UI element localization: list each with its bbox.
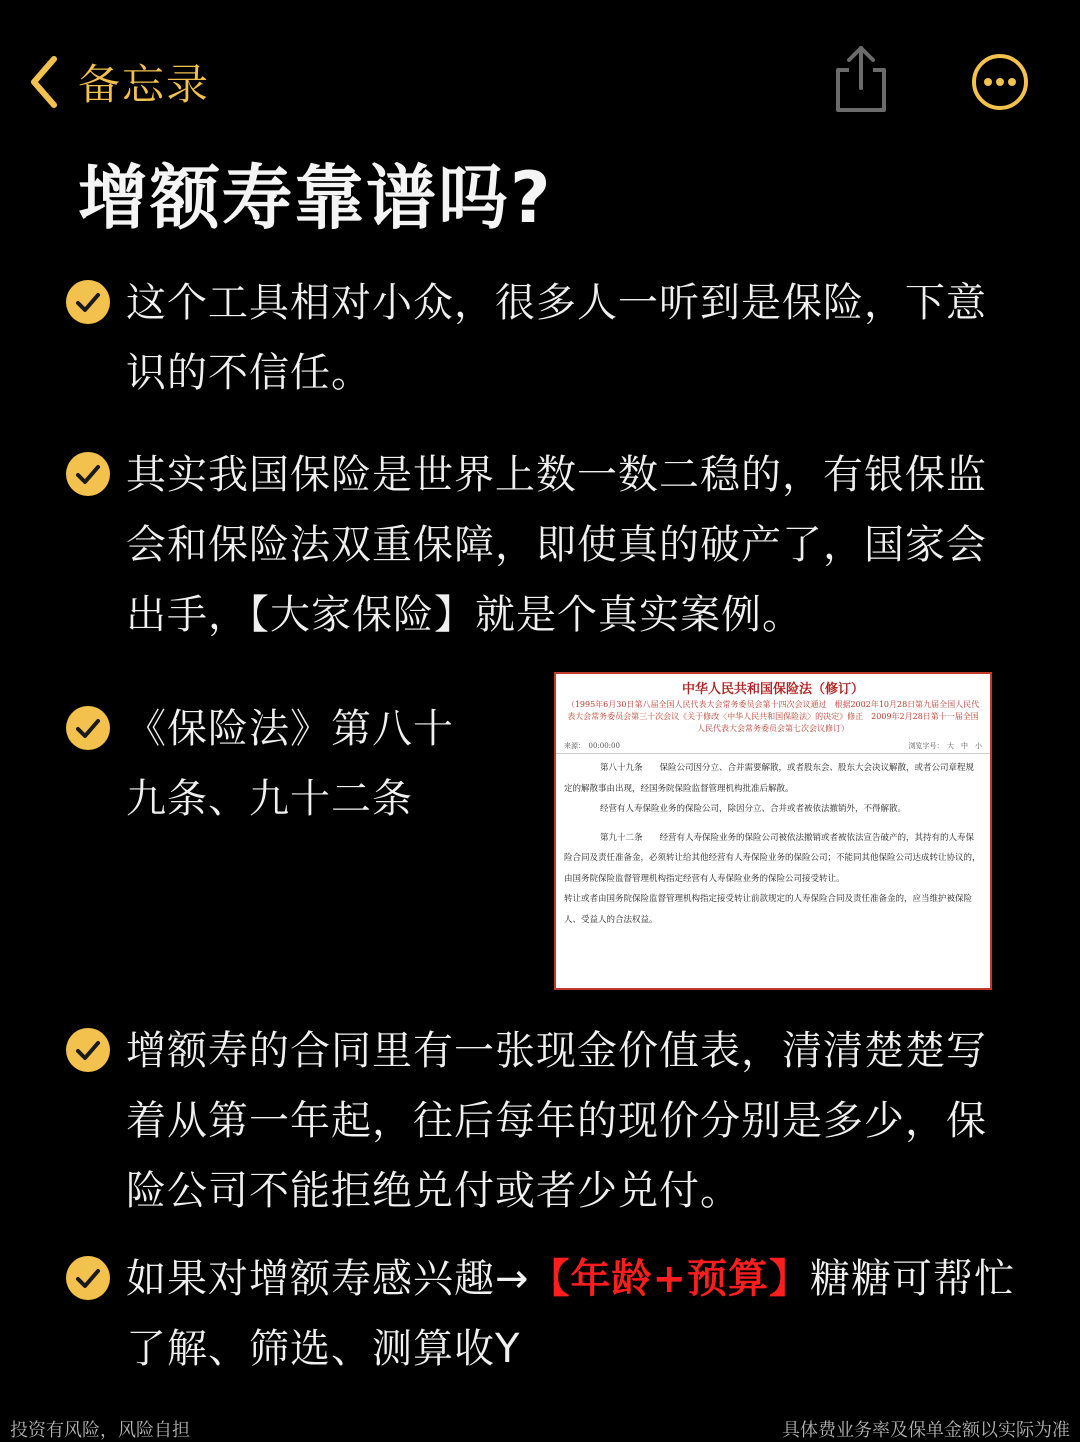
navigation-bar — [0, 0, 1080, 160]
item-text: 其实我国保险是世界上数一数二稳的，有银保监会和保险法双重保障，即使真的破产了，国家会出手，【大家保险】就是个真实案例。 — [126, 452, 987, 638]
list-item — [64, 694, 476, 834]
law-paragraph: 第八十九条 保险公司因分立、合并需要解散，或者股东会、股东大会决议解散，或者公司章程规定的解散事由出现，经国务院保险监督管理机构批准后解散。 — [564, 763, 975, 794]
item-text — [126, 1244, 1026, 1384]
law-body — [556, 754, 990, 934]
list-item — [64, 268, 1006, 408]
check-circle-icon — [64, 1026, 112, 1074]
share-icon — [832, 42, 890, 114]
chevron-left-icon — [28, 55, 60, 109]
item-text-before: 如果对增额寿感兴趣→ — [126, 1256, 530, 1302]
law-meta-source: 来源： 00:00:00 — [564, 742, 620, 750]
highlight-text: 【年龄+预算】 — [529, 1256, 811, 1302]
note-title: 增额寿靠谱吗? — [78, 157, 553, 239]
rate-disclaimer: 具体费业务率及保单金额以实际为准 — [782, 1420, 1070, 1441]
law-paragraph: 经营有人寿保险业务的保险公司，除因分立、合并或者被依法撤销外，不得解散。 — [600, 804, 907, 814]
list-item — [64, 440, 1006, 650]
back-button[interactable] — [28, 52, 210, 112]
law-meta — [556, 735, 990, 754]
more-icon — [970, 52, 1030, 112]
law-title: 中华人民共和国保险法（修订） — [681, 682, 864, 697]
back-label: 备忘录 — [78, 60, 211, 109]
check-circle-icon — [64, 278, 112, 326]
insurance-law-screenshot — [554, 672, 992, 990]
law-meta-fontsize: 浏览字号： 大 中 小 — [908, 742, 982, 750]
share-button[interactable] — [832, 42, 890, 114]
item-text: 《保险法》第八十九条、九十二条 — [126, 706, 454, 822]
law-paragraph: 转让或者由国务院保险监督管理机构指定接受转让前款规定的人寿保险合同及责任准备金的，应当维护被保险人、受益人的合法权益。 — [564, 894, 973, 925]
check-circle-icon — [64, 1254, 112, 1302]
item-text: 增额寿的合同里有一张现金价值表，清清楚楚写着从第一年起，往后每年的现价分别是多少，保险公司不能拒绝兑付或者少兑付。 — [126, 1028, 987, 1214]
list-item — [64, 1244, 1026, 1384]
list-item — [64, 1016, 1006, 1226]
more-button[interactable] — [970, 52, 1030, 112]
check-circle-icon — [64, 450, 112, 498]
item-text-after: 糖糖可帮忙了解、筛选、测算收Y — [126, 1256, 1016, 1372]
law-subtitle: （1995年6月30日第八届全国人民代表大会常务委员会第十四次会议通过 根据2002年10月28日第九届全国人民代表大会常务委员会第三十次会议《关于修改〈中华人民共和国保险法〉的决定》修正 2009年2月28日第十一届全国人民代表大会常务委员会第七次会议修订） — [566, 700, 980, 733]
item-text: 这个工具相对小众，很多人一听到是保险，下意识的不信任。 — [126, 280, 987, 396]
check-circle-icon — [64, 704, 112, 752]
law-paragraph: 第九十二条 经营有人寿保险业务的保险公司被依法撤销或者被依法宣告破产的，其持有的人寿保险合同及责任准备金，必须转让给其他经营有人寿保险业务的保险公司；不能同其他保险公司达成转让协议的，由国务院保险监督管理机构指定经营有人寿保险业务的保险公司接受转让。 — [564, 832, 981, 884]
risk-disclaimer: 投资有风险，风险自担 — [10, 1420, 190, 1441]
